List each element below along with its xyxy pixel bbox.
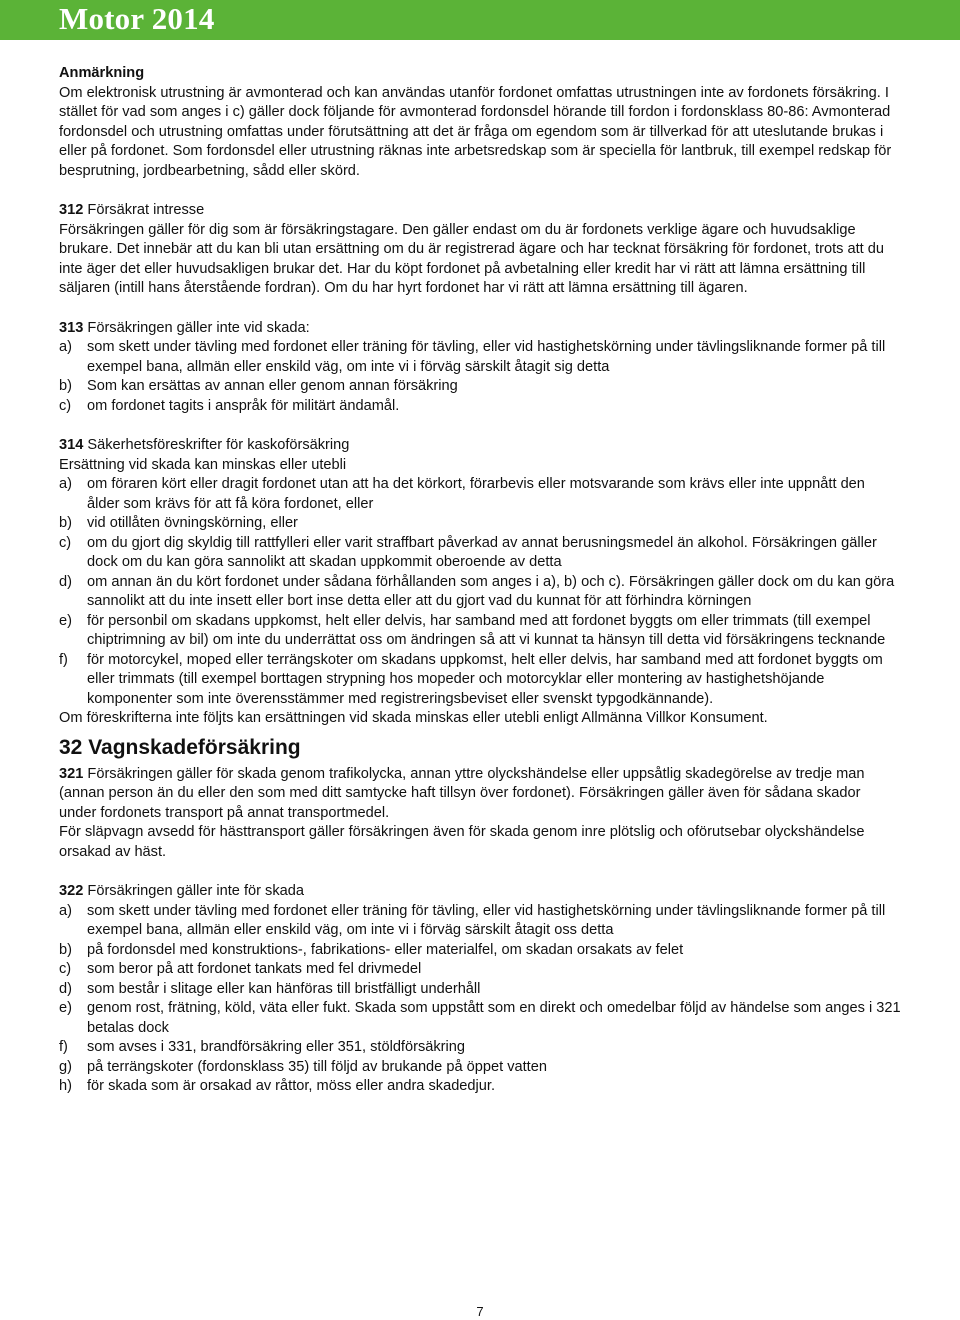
document-body (59, 64, 901, 1097)
section-text-2: För släpvagn avsedd för hästtransport gäller försäkringen även för skada genom inre plötslig och oförutsebar olyckshändelse orsakad av häst. (59, 824, 865, 860)
list-item-label: a) (59, 902, 72, 919)
list-item (59, 338, 901, 377)
list-item-text: på terrängskoter (fordonsklass 35) till följd av brukande på öppet vatten (87, 1058, 547, 1075)
anmarkning-heading: Anmärkning (59, 65, 145, 81)
section-number: 322 (59, 883, 84, 899)
list-item-label: g) (59, 1058, 72, 1075)
list-item (59, 377, 901, 397)
chapter-heading: 32 Vagnskadeförsäkring (59, 735, 301, 759)
list-item (59, 980, 901, 1000)
list-item-label: c) (59, 961, 72, 977)
list (59, 338, 901, 416)
list-item-text: för motorcykel, moped eller terrängskoter om skadans uppkomst, helt eller delvis, har samband med att fordonet byggts om eller trimmats (till exempel borttagen strypning hos mopeder och motorcyklar eller montering av hastighetshöjande komponenter som inte överensstämmer med registreringsbeviset eller svenskt typgodkännande). (87, 651, 883, 707)
list-item-label: a) (59, 476, 72, 492)
list-item (59, 941, 901, 961)
list-item-label: b) (59, 515, 72, 531)
header-bar (0, 0, 960, 40)
section-outro: Om föreskrifterna inte följts kan ersättningen vid skada minskas eller utebli enligt Allmänna Villkor Konsument. (59, 710, 768, 726)
list-item (59, 1038, 901, 1058)
list-item (59, 514, 901, 534)
list-item-text: genom rost, frätning, köld, väta eller fukt. Skada som uppstått som en direkt och omedelbar följd av händelse som anges i 321 betalas dock (87, 1000, 901, 1036)
list-item-text: på fordonsdel med konstruktions-, fabrikations- eller materialfel, om skadan orsakats av felet (87, 941, 684, 958)
list-item-text: som skett under tävling med fordonet eller träning för tävling, eller vid hastighetskörning under tävlingsliknande former på till exempel bana, allmän eller enskild väg, om inte vi i förväg särskilt åtagit oss detta (87, 902, 886, 938)
list-item (59, 534, 901, 573)
section-intro: Ersättning vid skada kan minskas eller utebli (59, 456, 347, 473)
list-item-text: om annan än du kört fordonet under sådana förhållanden som anges i a), b) och c). Försäkringen gäller dock om du kan göra sannolikt att du inte insett eller bort inse detta eller att du gjort vad du kunnat för att förhindra körningen (87, 573, 895, 609)
list-item-label: a) (59, 339, 72, 355)
list-item-text: om du gjort dig skyldig till rattfylleri eller varit straffbart påverkad av annat berusningsmedel än alkohol. Försäkringen gäller dock om du kan göra sannolikt att skadan uppkommit oberoende av detta (87, 534, 877, 570)
section-text: Försäkringen gäller för skada genom trafikolycka, annan yttre olyckshändelse eller uppsåtlig skadegörelse av tredje man (annan person än du eller den som med ditt samtycke haft tillsyn över fordonet). Försäkringen gäller även för sådana skador under fordonets transport på annat transportmedel. (59, 765, 865, 821)
list-item-label: e) (59, 612, 72, 629)
list-item-label: e) (59, 1000, 72, 1016)
section-312 (59, 201, 901, 299)
list-item (59, 573, 901, 612)
section-title: Försäkrat intresse (83, 202, 205, 218)
list-item-label: c) (59, 534, 72, 551)
list-item (59, 651, 901, 710)
list-item (59, 1058, 901, 1078)
section-number: 312 (59, 202, 84, 218)
list-item (59, 612, 901, 651)
section-321 (59, 765, 901, 863)
list (59, 902, 901, 1097)
list-item-label: c) (59, 397, 72, 414)
list-item-text: som skett under tävling med fordonet eller träning för tävling, eller vid hastighetskörning under tävlingsliknande former på till exempel bana, allmän eller enskild väg, om inte vi i förväg särskilt åtagit sig detta (87, 339, 886, 375)
list-item-label: b) (59, 941, 72, 958)
list-item-label: h) (59, 1078, 72, 1094)
page-title: Motor 2014 (59, 1, 215, 36)
list-item (59, 1077, 901, 1097)
list-item-text: Som kan ersättas av annan eller genom annan försäkring (87, 378, 458, 394)
section-title: Säkerhetsföreskrifter för kaskoförsäkring (83, 437, 350, 453)
section-title: Försäkringen gäller inte vid skada: (83, 319, 310, 336)
list (59, 475, 901, 709)
anmarkning-text: Om elektronisk utrustning är avmonterad och kan användas utanför fordonet omfattas utrustningen inte av fordonets försäkring. I stället för vad som anges i c) gäller dock följande för avmonterad fordonsdel hörande till fordon i fordonsklass 80-86: Avmonterad fordonsdel och utrustning omfattas under förutsättning att det är fråga om egendom som är tillverkad för att uteslutande brukas i eller på fordonet. Som fordonsdel eller utrustning räknas inte arbetsredskap som är speciella för lantbruk, till exempel redskap för besprutning, jordbearbetning, sådd eller skörd. (59, 84, 892, 179)
page-number: 7 (476, 1304, 484, 1319)
section-title: Försäkringen gäller inte för skada (83, 883, 304, 899)
section-number: 321 (59, 765, 84, 782)
list-item-label: f) (59, 651, 68, 668)
section-number: 314 (59, 437, 84, 453)
list-item-text: om föraren kört eller dragit fordonet utan att ha det körkort, förarbevis eller motsvarande som krävs eller inte uppnått den ålder som krävs för att få köra fordonet, eller (87, 476, 865, 512)
list-item (59, 999, 901, 1038)
list-item-text: för personbil om skadans uppkomst, helt eller delvis, har samband med att fordonet byggts om eller trimmats (till exempel chiptrimning av bil) om inte du underrättat oss om ändringen så att vi kunnat ta hänsyn till detta vid försäkringens tecknande (87, 612, 886, 648)
section-anmarkning (59, 64, 901, 181)
list-item-text: för skada som är orsakad av råttor, möss eller andra skadedjur. (87, 1078, 496, 1094)
list-item (59, 397, 901, 417)
section-text: Försäkringen gäller för dig som är försäkringstagare. Den gäller endast om du är fordonets verklige ägare och huvudsaklige brukare. Det innebär att du kan bli utan ersättning om du är registrerad ägare och har tecknat försäkring för fordonet, trots att du inte äger det eller huvudsakligen brukar det. Har du köpt fordonet på avbetalning eller kredit har vi rätt att lämna ersättning till säljaren (intill hans återstående fordran). Om du har hyrt fordonet har vi rätt att lämna ersättning till ägaren. (59, 221, 885, 296)
list-item-text: som består i slitage eller kan hänföras till bristfälligt underhåll (87, 980, 481, 997)
list-item-label: d) (59, 980, 72, 997)
section-313 (59, 319, 901, 417)
list-item-label: f) (59, 1039, 68, 1055)
section-number: 313 (59, 319, 84, 336)
list-item-label: b) (59, 378, 72, 394)
list-item-label: d) (59, 573, 72, 590)
list-item (59, 475, 901, 514)
section-314 (59, 436, 901, 729)
list-item-text: vid otillåten övningskörning, eller (87, 515, 298, 531)
list-item-text: om fordonet tagits i anspråk för militärt ändamål. (87, 397, 400, 414)
list-item-text: som beror på att fordonet tankats med fel drivmedel (87, 961, 422, 977)
list-item (59, 960, 901, 980)
list-item (59, 902, 901, 941)
section-322 (59, 882, 901, 1097)
list-item-text: som avses i 331, brandförsäkring eller 351, stöldförsäkring (87, 1039, 466, 1055)
